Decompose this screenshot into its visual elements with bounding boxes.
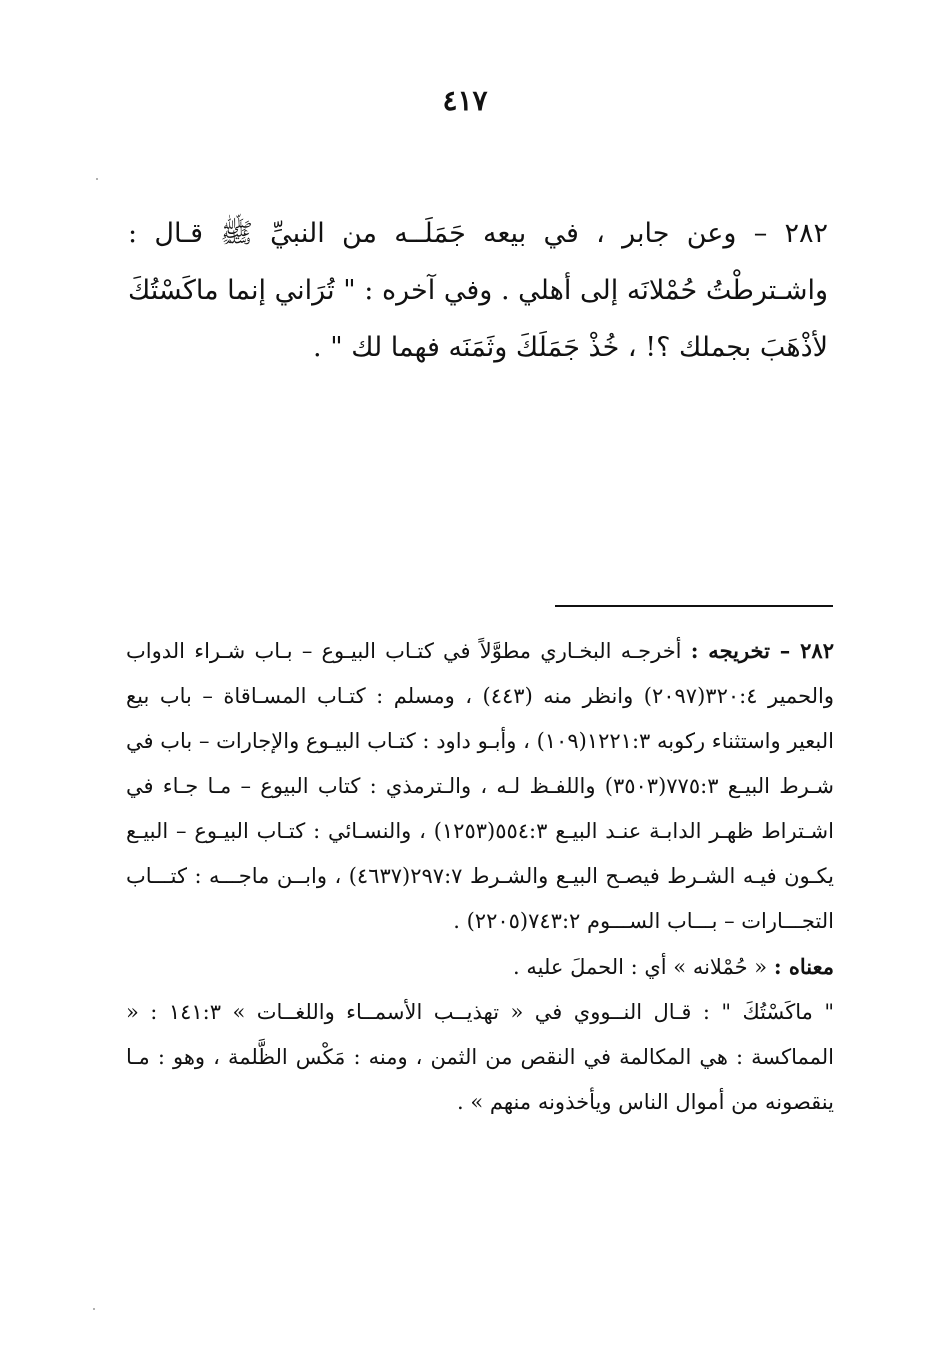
page-number: ٤١٧ — [442, 84, 488, 117]
takhrij-label: ٢٨٢ – تخريجه : — [690, 638, 834, 663]
makastuk-paragraph — [126, 990, 834, 1125]
scan-speck — [96, 178, 98, 180]
hadith-text: ٢٨٢ – وعن جابر ، في بيعه جَمَلَــه من النبيِّ ﷺ قـال : واشـترطْتُ حُمْلانَه إلى أهلي . وفي آخره : " تُرَاني إنما ماكَسْتُكَ لأذْهَبَ بجملك ؟! ، خُذْ جَمَلَكَ وثَمَنَه فهما لك " . — [128, 218, 828, 363]
takhrij-text: أخرجـه البخـاري مطوَّلاً في كتـاب البيـوع – بـاب شـراء الدواب والحمير ٣٢٠:٤(٢٠٩٧) وانظر منه (٤٤٣) ، ومسلم : كتـاب المسـاقاة – باب بيع البعير واستثناء ركوبه ١٢٢١:٣(١٠٩) ، وأبـو داود : كتـاب البيـوع والإجارات – باب في شـرط البيـع ٧٧٥:٣(٣٥٠٣) واللفـظ لـه ، والـترمذي : كتاب البيوع – مـا جـاء في اشـتراط ظهـر الدابـة عنـد البيـع ٥٥٤:٣(١٢٥٣) ، والنسـائي : كتـاب البيـوع – البيـع يكـون فيـه الشـرط فيصـح البيـع والشـرط ٢٩٧:٧(٤٦٣٧) ، وابــن ماجـــه : كتـــاب التجـــارات – بـــاب الســـوم ٧٤٣:٢(٢٢٠٥) . — [126, 639, 834, 933]
takhrij-paragraph — [126, 628, 834, 944]
makastuk-text: " ماكَسْتُكَ " : قـال النــووي في « تهذيــب الأسمــاء واللغــات » ١٤١:٣ : « المماكسة : هي المكالمة في النقص من الثمن ، ومنه : مَكْس الظَّلمة ، وهو : مـا ينقصونه من أموال الناس ويأخذونه منهم » . — [126, 1000, 834, 1114]
hadith-text-block — [128, 205, 828, 376]
footnotes-block — [126, 628, 834, 1125]
footnote-divider — [555, 605, 833, 607]
scan-speck — [93, 1308, 95, 1310]
meaning-text: « حُمْلانه » أي : الحملَ عليه . — [513, 955, 768, 979]
meaning-paragraph — [126, 944, 834, 990]
meaning-label: معناه : — [773, 954, 834, 979]
